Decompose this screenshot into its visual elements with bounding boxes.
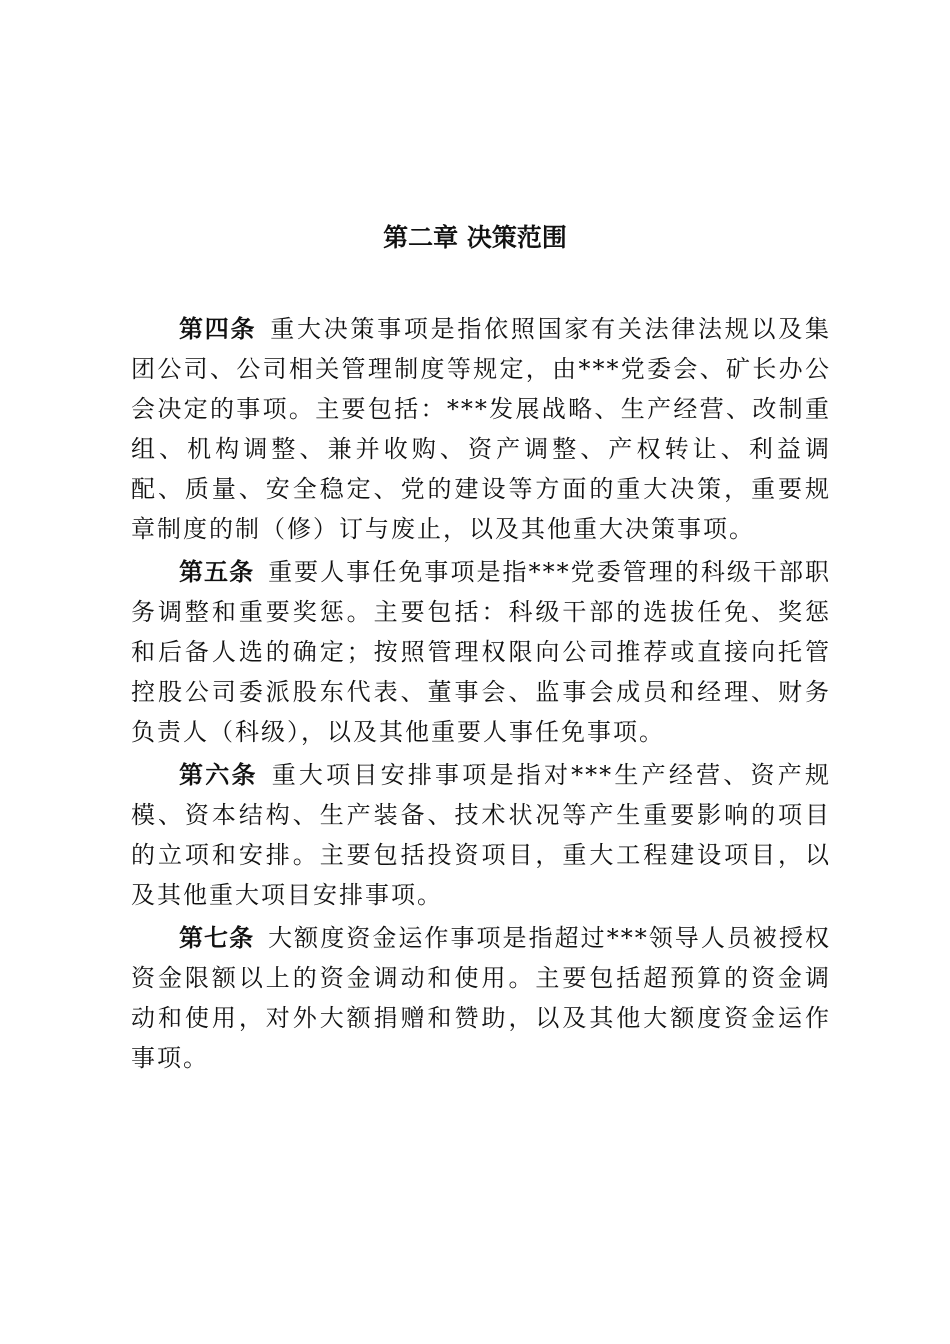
article-text: 重大项目安排事项是指对***生产经营、资产规模、资本结构、生产装备、技术状况等产生重要影响的项目的立项和安排。主要包括投资项目，重大工程建设项目，以及其他重大项目安排事项。 [131, 761, 832, 909]
article-text: 大额度资金运作事项是指超过***领导人员被授权资金限额以上的资金调动和使用。主要包括超预算的资金调动和使用，对外大额捐赠和赞助，以及其他大额度资金运作事项。 [131, 924, 832, 1072]
article-label: 第六条 [179, 760, 258, 789]
article-7 [131, 918, 831, 1078]
chapter-title: 第二章 决策范围 [383, 223, 567, 252]
article-text: 重大决策事项是指依照国家有关法律法规以及集团公司、公司相关管理制度等规定，由***党委会、矿长办公会决定的事项。主要包括：***发展战略、生产经营、改制重组、机构调整、兼并收购、资产调整、产权转让、利益调配、质量、安全稳定、党的建设等方面的重大决策，重要规章制度的制（修）订与废止，以及其他重大决策事项。 [131, 315, 831, 543]
article-5 [131, 552, 831, 752]
article-6 [131, 755, 831, 915]
document-body [131, 309, 831, 1081]
article-label: 第四条 [179, 314, 257, 343]
article-label: 第七条 [179, 923, 255, 952]
article-4 [131, 309, 831, 549]
article-label: 第五条 [179, 557, 255, 586]
article-text: 重要人事任免事项是指***党委管理的科级干部职务调整和重要奖惩。主要包括：科级干部的选拔任免、奖惩和后备人选的确定；按照管理权限向公司推荐或直接向托管控股公司委派股东代表、董事会、监事会成员和经理、财务负责人（科级），以及其他重要人事任免事项。 [131, 558, 832, 746]
